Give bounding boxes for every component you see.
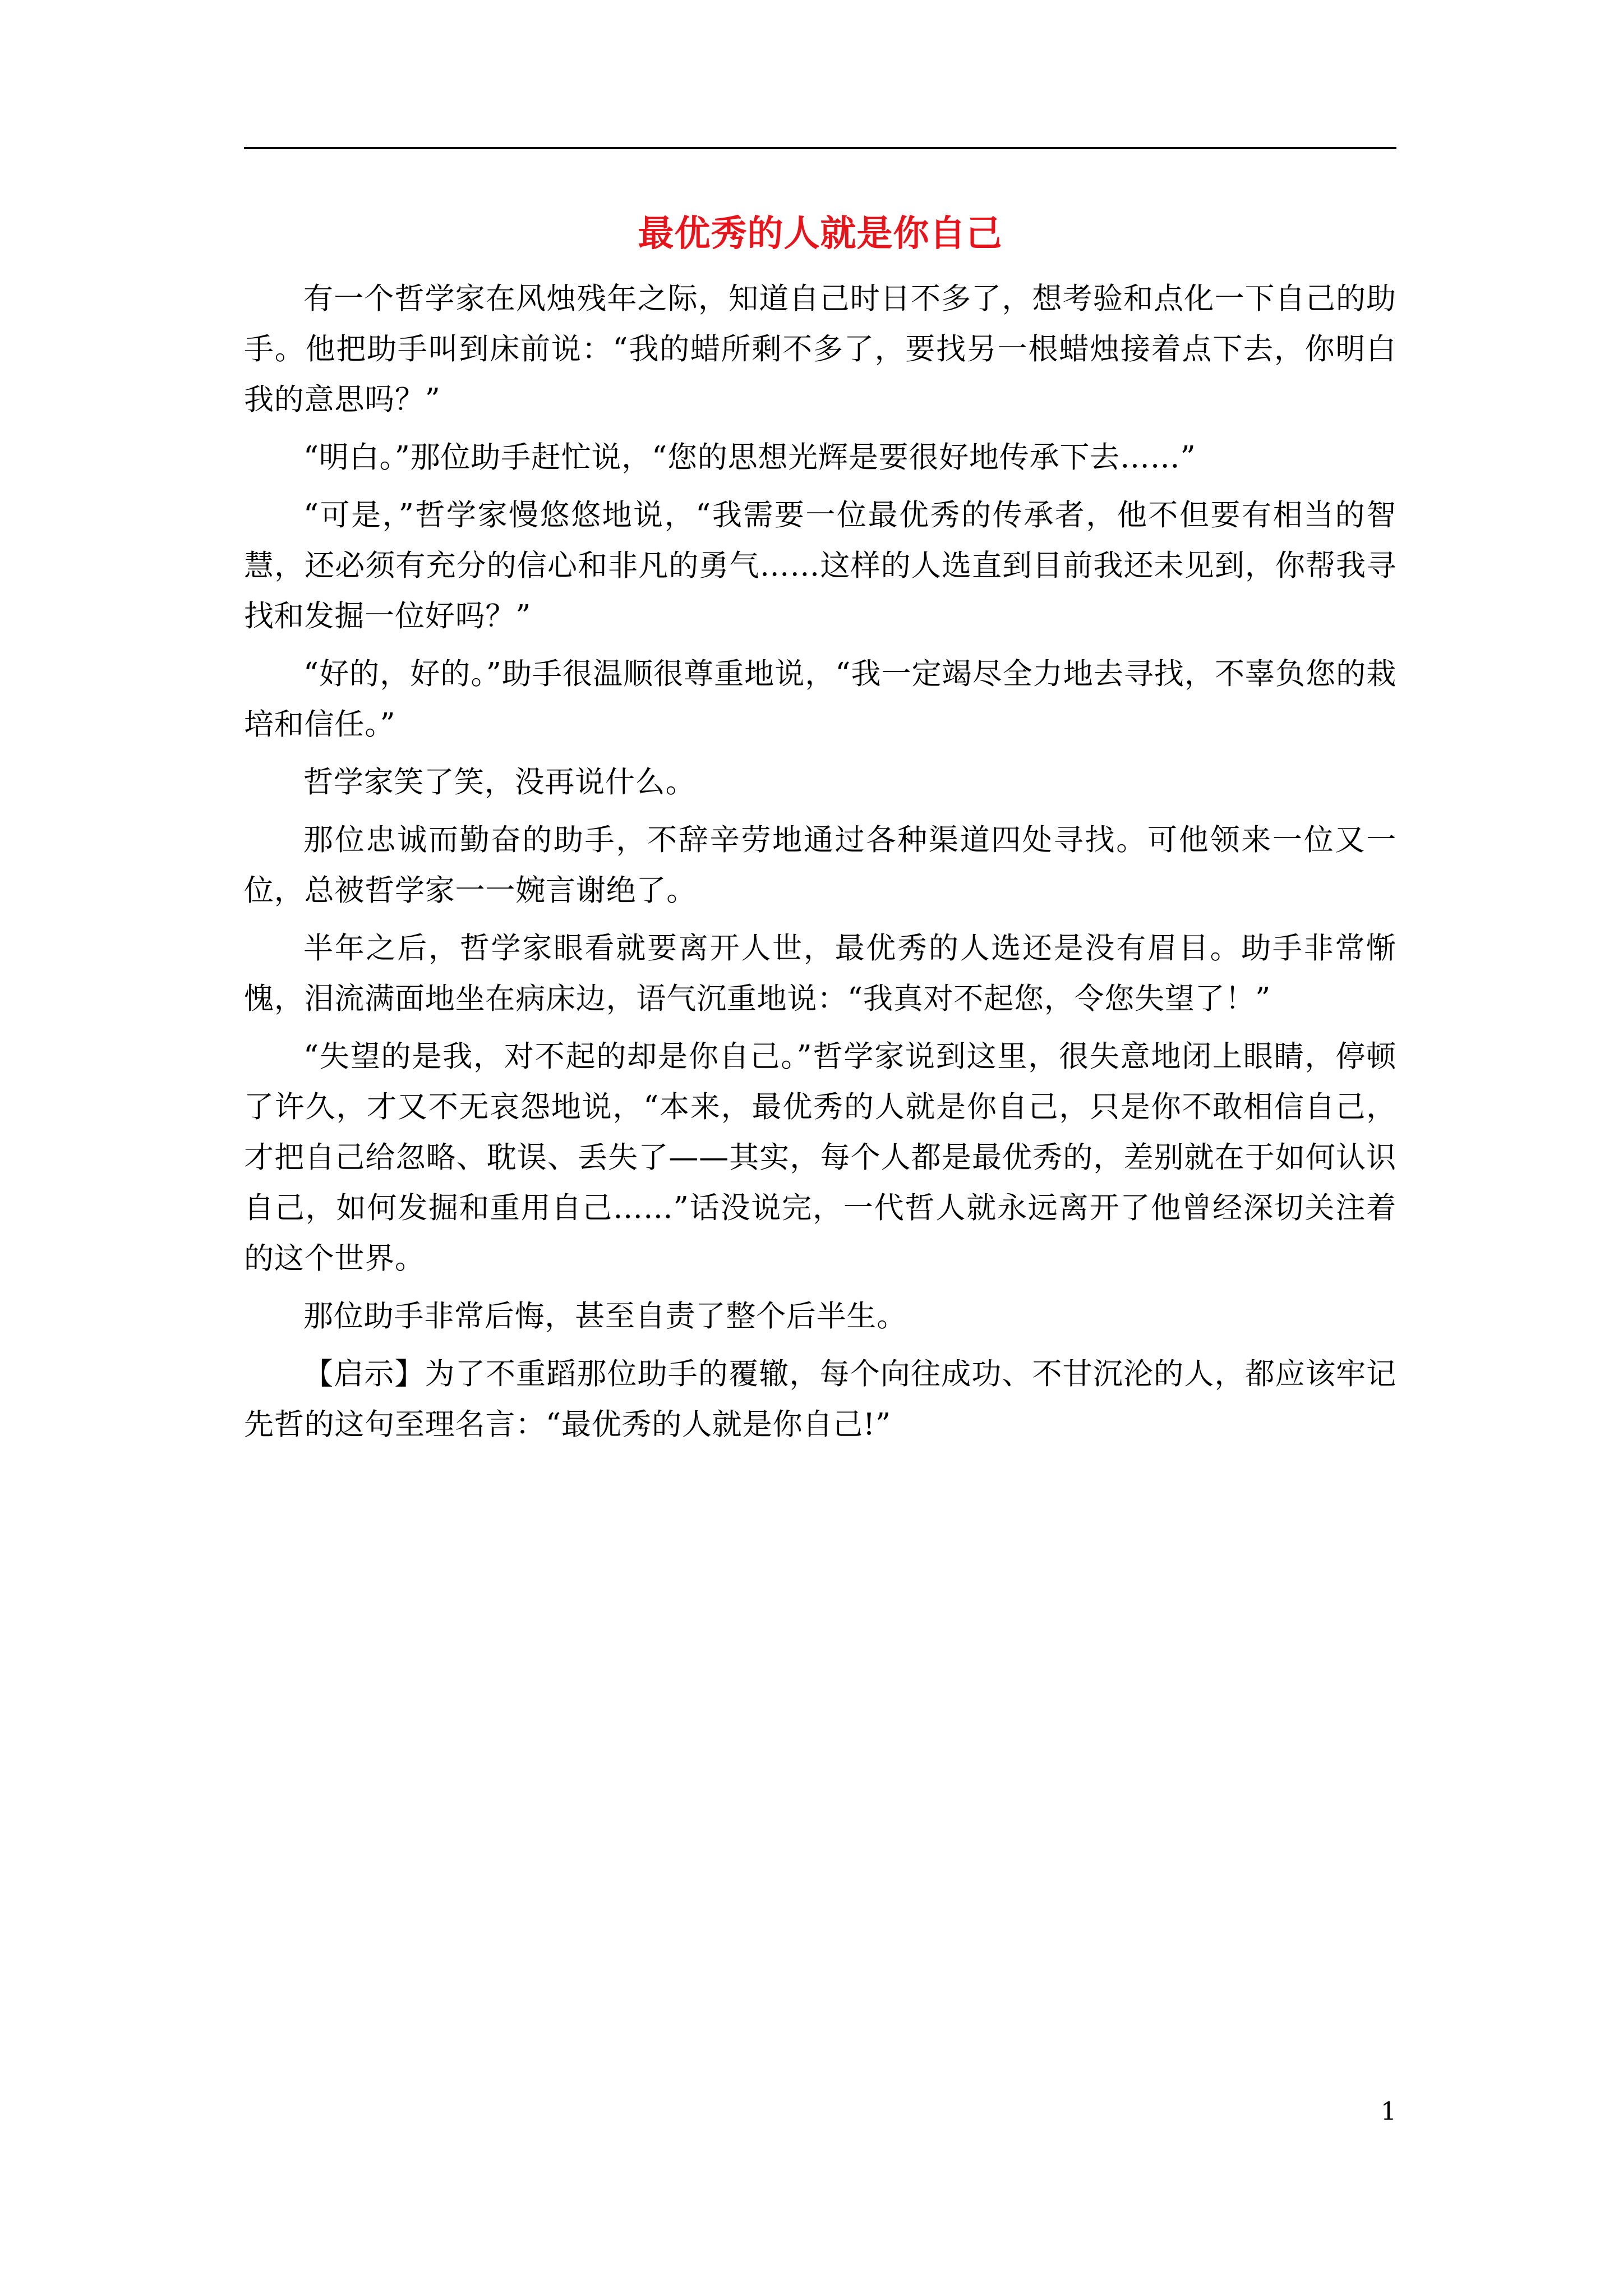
article-body [244,274,1396,1457]
paragraph-7: 半年之后，哲学家眼看就要离开人世，最优秀的人选还是没有眉目。助手非常惭愧，泪流满面地坐在病床边，语气沉重地说：“我真对不起您，令您失望了！” [244,931,1396,1016]
page-title: 最优秀的人就是你自己 [638,213,1003,255]
paragraph-4: “好的，好的。”助手很温顺很尊重地说，“我一定竭尽全力地去寻找，不辜负您的栽培和信任。” [244,657,1396,742]
paragraph-1: 有一个哲学家在风烛残年之际，知道自己时日不多了，想考验和点化一下自己的助手。他把助手叫到床前说：“我的蜡所剩不多了，要找另一根蜡烛接着点下去，你明白我的意思吗？” [244,282,1396,417]
insight-paragraph [244,1349,1396,1450]
paragraph-9: 那位助手非常后悔，甚至自责了整个后半生。 [303,1299,907,1333]
insight-text: 为了不重蹈那位助手的覆辙，每个向往成功、不甘沉沦的人，都应该牢记先哲的这句至理名言：“最优秀的人就是你自己!” [244,1357,1396,1442]
paragraph-3: “可是，”哲学家慢悠悠地说，“我需要一位最优秀的传承者，他不但要有相当的智慧，还必须有充分的信心和非凡的勇气……这样的人选直到目前我还未见到，你帮我寻找和发掘一位好吗？” [244,498,1396,633]
page-number: 1 [1381,2097,1396,2126]
paragraph-2: “明白。”那位助手赶忙说，“您的思想光辉是要很好地传承下去……” [303,440,1196,475]
paragraph-8: “失望的是我，对不起的却是你自己。”哲学家说到这里，很失意地闭上眼睛，停顿了许久，才又不无哀怨地说，“本来，最优秀的人就是你自己，只是你不敢相信自己，才把自己给忽略、耽误、丢失了——其实，每个人都是最优秀的，差别就在于如何认识自己，如何发掘和重用自己……”话没说完，一代哲人就永远离开了他曾经深切关注着的这个世界。 [244,1039,1396,1276]
header-rule [244,147,1396,149]
insight-tag: 【启示】 [303,1357,425,1391]
paragraph-5: 哲学家笑了笑，没再说什么。 [303,765,696,799]
paragraph-6: 那位忠诚而勤奋的助手，不辞辛劳地通过各种渠道四处寻找。可他领来一位又一位，总被哲学家一一婉言谢绝了。 [244,823,1396,908]
